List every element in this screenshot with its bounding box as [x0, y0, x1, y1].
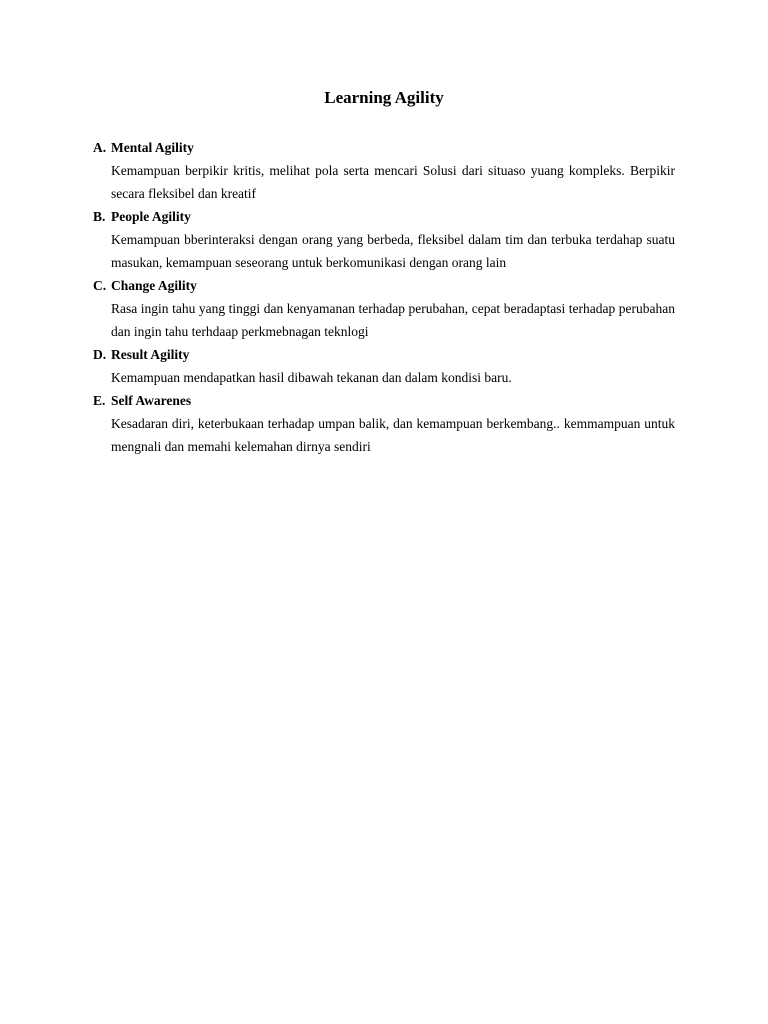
section-body: Kesadaran diri, keterbukaan terhadap umpan balik, dan kemampuan berkembang.. kemmampuan untuk mengnali dan memahi kelemahan dirnya sendiri — [111, 416, 675, 454]
section-body: Kemampuan mendapatkan hasil dibawah tekanan dan dalam kondisi baru. — [111, 370, 512, 385]
section-title: People Agility — [111, 209, 191, 224]
section-letter: D. — [93, 347, 107, 362]
section-mental-agility — [93, 137, 675, 206]
section-heading — [93, 344, 675, 366]
section-change-agility — [93, 275, 675, 344]
section-body: Kemampuan berpikir kritis, melihat pola serta mencari Solusi dari situaso yuang kompleks. Berpikir secara fleksibel dan kreatif — [111, 163, 675, 201]
document-title: Learning Agility — [324, 88, 444, 107]
section-letter: E. — [93, 393, 106, 408]
section-list — [93, 137, 675, 459]
section-title: Result Agility — [111, 347, 190, 362]
section-heading — [93, 390, 675, 412]
section-letter: A. — [93, 140, 107, 155]
section-body: Rasa ingin tahu yang tinggi dan kenyamanan terhadap perubahan, cepat beradaptasi terhadap perubahan dan ingin tahu terhdaap perkmebnagan teknlogi — [111, 301, 675, 339]
section-letter: B. — [93, 209, 106, 224]
section-people-agility — [93, 206, 675, 275]
section-letter: C. — [93, 278, 107, 293]
section-heading — [93, 206, 675, 228]
section-title: Self Awarenes — [111, 393, 192, 408]
section-heading — [93, 275, 675, 297]
section-title: Change Agility — [111, 278, 197, 293]
section-self-awarenes — [93, 390, 675, 459]
section-title: Mental Agility — [111, 140, 194, 155]
section-heading — [93, 137, 675, 159]
section-body: Kemampuan bberinteraksi dengan orang yang berbeda, fleksibel dalam tim dan terbuka terdahap suatu masukan, kemampuan seseorang untuk berkomunikasi dengan orang lain — [111, 232, 675, 270]
section-result-agility — [93, 344, 675, 390]
